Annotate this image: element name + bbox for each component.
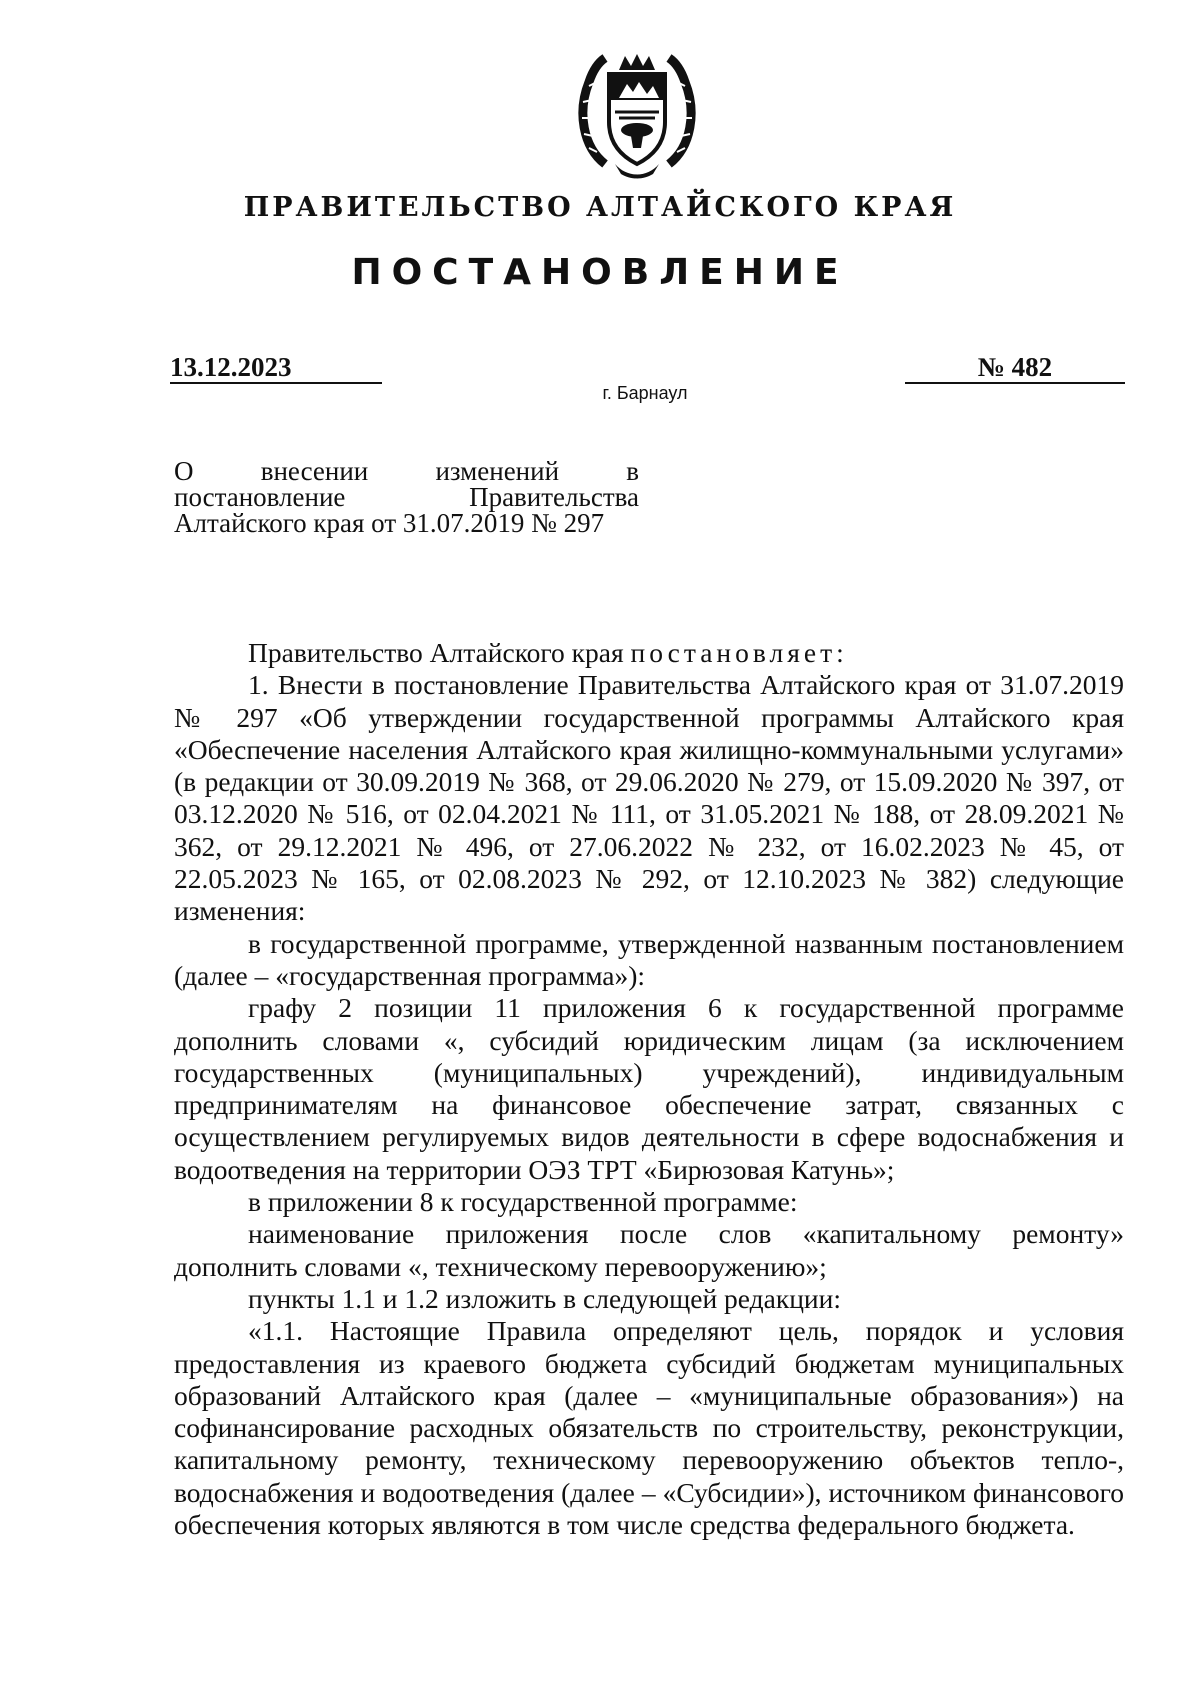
subject-line-3: Алтайского края от 31.07.2019 № 297 — [174, 508, 605, 538]
subject-word: постановление — [174, 482, 346, 512]
intro-resolves-word: постановляет — [630, 637, 837, 668]
body-paragraph: «1.1. Настоящие Правила определяют цель, порядок и условия предоставления из краевого бюджета субсидий бюджетам муниципальных образований Алтайского края (далее – «муниципальные образования») на софинансирование расходных обязательств по строительству, реконструкции, капитальному ремонту, техническому перевооружению объектов тепло-, водоснабжения и водоотведения (далее – «Субсидии»), источником финансового обеспечения которых являются в том числе средства федерального бюджета. — [174, 1315, 1124, 1541]
subject-line-2 — [174, 484, 639, 510]
subject-word: О — [174, 456, 194, 486]
document-body — [174, 637, 1124, 1541]
document-date: 13.12.2023 — [170, 352, 382, 384]
subject-line-1 — [174, 458, 639, 484]
resolution-intro — [174, 637, 1124, 669]
body-paragraph: 1. Внести в постановление Правительства Алтайского края от 31.07.2019 № 297 «Об утверждении государственной программы Алтайского края «Обеспечение населения Алтайского края жилищно-коммунальными услугами» (в редакции от 30.09.2019 № 368, от 29.06.2020 № 279, от 15.09.2020 № 397, от 03.12.2020 № 516, от 02.04.2021 № 111, от 31.05.2021 № 188, от 28.09.2021 № 362, от 29.12.2021 № 496, от 27.06.2022 № 232, от 16.02.2023 № 45, от 22.05.2023 № 165, от 02.08.2023 № 292, от 12.10.2023 № 382) следующие изменения: — [174, 669, 1124, 927]
subject-word: Правительства — [469, 482, 639, 512]
body-paragraph: в государственной программе, утвержденной названным постановлением (далее – «государственная программа»): — [174, 927, 1124, 991]
body-paragraph: в приложении 8 к государственной программе: — [248, 1186, 798, 1218]
subject-word: внесении — [260, 456, 369, 486]
intro-prefix: Правительство Алтайского края — [248, 637, 631, 668]
document-city: г. Барнаул — [602, 383, 688, 403]
body-paragraph: наименование приложения после слов «капитальному ремонту» дополнить словами «, техническому перевооружению»; — [174, 1218, 1124, 1282]
subject-word: изменений — [435, 456, 560, 486]
subject-word: в — [626, 456, 639, 486]
body-paragraph: графу 2 позиции 11 приложения 6 к государственной программе дополнить словами «, субсидий юридическим лицам (за исключением государственных (муниципальных) учреждений), индивидуальным предпринимателям на финансовое обеспечение затрат, связанных с осуществлением регулируемых видов деятельности в сфере водоснабжения и водоотведения на территории ОЭЗ ТРТ «Бирюзовая Катунь»; — [174, 992, 1124, 1185]
document-type-title: ПОСТАНОВЛЕНИЕ — [351, 252, 849, 293]
document-subject — [174, 458, 639, 536]
body-paragraph: пункты 1.1 и 1.2 изложить в следующей редакции: — [248, 1282, 841, 1314]
intro-suffix: : — [836, 637, 844, 668]
document-number: № 482 — [905, 352, 1125, 384]
government-title: ПРАВИТЕЛЬСТВО АЛТАЙСКОГО КРАЯ — [243, 192, 957, 223]
altai-krai-coat-of-arms-icon — [575, 52, 699, 180]
